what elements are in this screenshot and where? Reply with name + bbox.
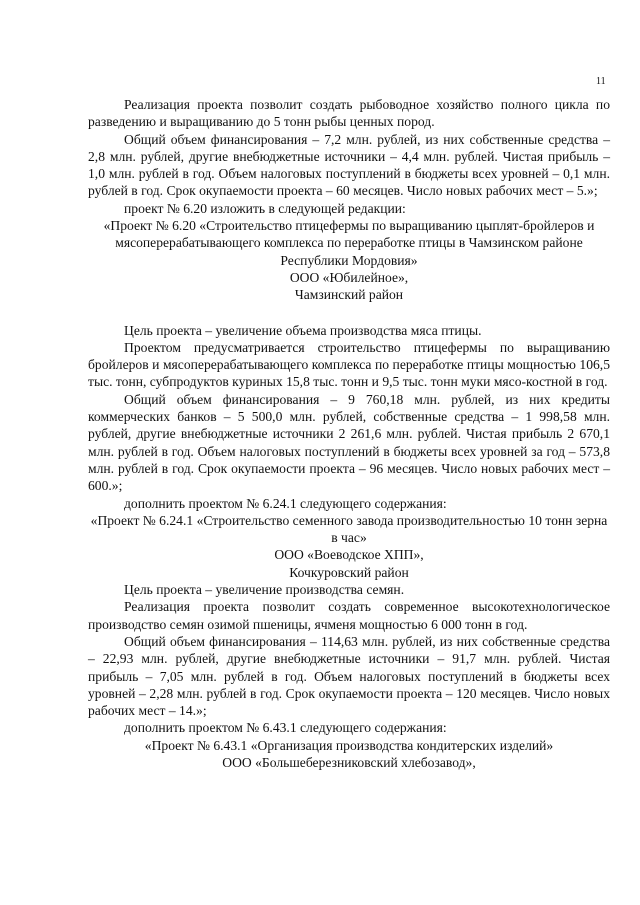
project-organization: ООО «Воеводское ХПП», [274, 547, 424, 563]
page-number: 11 [596, 76, 606, 87]
paragraph: Общий объем финансирования – 114,63 млн. рублей, из них собственные средства – 22,93 млн. рублей, другие внебюджетные источники – 91,7 млн. рублей. Чистая прибыль – 7,05 млн. рублей в год. Объем налоговых поступлений в бюджеты всех уровней – 2,28 млн. рублей в год. Срок окупаемости проекта – 120 месяцев. Число новых рабочих мест – 14.»; [88, 633, 610, 719]
paragraph: Реализация проекта позволит создать современное высокотехнологическое производство семян озимой пшеницы, ячменя мощностью 6 000 тонн в год. [88, 599, 610, 632]
project-title: «Проект № 6.20 «Строительство птицефермы по выращиванию цыплят-бройлеров и мясоперерабатывающего комплекса по переработке птицы в Чамзинском районе Республики Мордовия» [103, 218, 595, 268]
paragraph: Цель проекта – увеличение производства семян. [124, 582, 405, 598]
paragraph: Цель проекта – увеличение объема производства мяса птицы. [124, 322, 482, 338]
spacer [88, 304, 610, 322]
paragraph: Общий объем финансирования – 9 760,18 млн. рублей, из них кредиты коммерческих банков – 5 500,0 млн. рублей, собственные средства – 1 998,58 млн. рублей, другие внебюджетные источники 2 261,6 млн. рублей. Чистая прибыль 2 670,1 млн. рублей в год. Объем налоговых поступлений в бюджеты всех уровней за год – 573,8 млн. рублей в год. Срок окупаемости проекта – 96 месяцев. Число новых рабочих мест – 600.»; [88, 391, 610, 494]
project-organization: ООО «Юбилейное», [289, 269, 409, 285]
paragraph: Реализация проекта позволит создать рыбоводное хозяйство полного цикла по разведению и выращиванию до 5 тонн рыбы ценных пород. [88, 97, 610, 130]
paragraph: проект № 6.20 изложить в следующей редакции: [124, 200, 406, 216]
paragraph: дополнить проектом № 6.24.1 следующего содержания: [124, 495, 447, 511]
project-district: Чамзинский район [294, 287, 404, 303]
project-title: «Проект № 6.24.1 «Строительство семенного завода производительностью 10 тонн зерна в час» [90, 512, 608, 546]
document-body [88, 96, 610, 771]
paragraph: Общий объем финансирования – 7,2 млн. рублей, из них собственные средства – 2,8 млн. рублей, другие внебюджетные источники – 4,4 млн. рублей. Чистая прибыль – 1,0 млн. рублей в год. Объем налоговых поступлений в бюджеты всех уровней – 0,1 млн. рублей в год. Срок окупаемости проекта – 60 месяцев. Число новых рабочих мест – 5.»; [88, 131, 610, 199]
paragraph: Проектом предусматривается строительство птицефермы по выращиванию бройлеров и мясоперерабатывающего комплекса по переработке птицы мощностью 106,5 тыс. тонн, субпродуктов куриных 15,8 тыс. тонн и 9,5 тыс. тонн муки мясо-костной в год. [88, 339, 610, 390]
project-title: «Проект № 6.43.1 «Организация производства кондитерских изделий» [144, 737, 554, 753]
project-district: Кочкуровский район [289, 564, 409, 580]
paragraph: дополнить проектом № 6.43.1 следующего содержания: [124, 720, 447, 736]
project-organization: ООО «Большеберезниковский хлебозавод», [222, 754, 476, 770]
